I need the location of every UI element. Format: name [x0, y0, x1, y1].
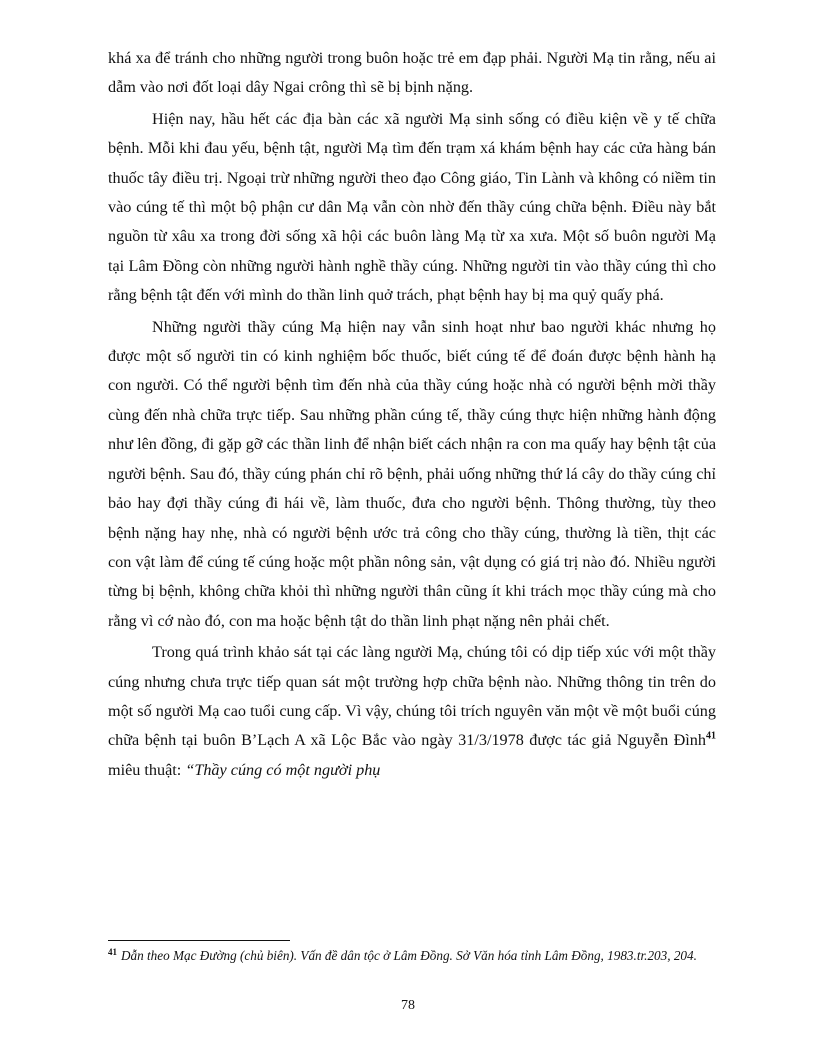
footnote-mark: 41 — [108, 946, 117, 957]
paragraph-1: khá xa để tránh cho những người trong buôn hoặc trẻ em đạp phải. Người Mạ tin rằng, nếu ai dẫm vào nơi đốt loại dây Ngai crông thì sẽ bị bịnh nặng. — [108, 49, 716, 97]
footnote-reference: 41 — [706, 730, 716, 742]
quotation-start: “Thầy cúng có một người phụ — [185, 760, 381, 779]
paragraph-4-text-continued: miêu thuật: — [108, 760, 186, 779]
paragraph-4 — [108, 638, 716, 785]
document-body — [108, 44, 716, 785]
paragraph-3: Những người thầy cúng Mạ hiện nay vẫn sinh hoạt như bao người khác nhưng họ được một số người tin có kinh nghiệm bốc thuốc, biết cúng tế để đoán được bệnh hành hạ con người. Có thể người bệnh tìm đến nhà của thầy cúng hoặc nhà có người bệnh mời thầy cùng đến nhà chữa trực tiếp. Sau những phần cúng tế, thầy cúng thực hiện những hành động như lên đồng, đi gặp gỡ các thần linh để nhận biết cách nhận ra con ma quấy hay bệnh tật của người bệnh. Sau đó, thầy cúng phán chỉ rõ bệnh, phải uống những thứ lá cây do thầy cúng chỉ bảo hay đợi thầy cúng đi hái về, làm thuốc, đưa cho người bệnh. Thông thường, tùy theo bệnh nặng hay nhẹ, nhà có người bệnh ước trả công cho thầy cúng, thường là tiền, thịt các con vật làm để cúng tế cúng hoặc một phần nông sản, vật dụng có giá trị nào đó. Nhiều người từng bị bệnh, không chữa khỏi thì những người thân cũng ít khi trách mọc thầy cúng mà cho rằng vì cớ nào đó, con ma hoặc bệnh tật do thần linh phạt nặng nên phải chết. — [108, 317, 716, 630]
page-number: 78 — [401, 998, 415, 1013]
paragraph-4-text: Trong quá trình khảo sát tại các làng người Mạ, chúng tôi có dịp tiếp xúc với một thầy cúng nhưng chưa trực tiếp quan sát một trường hợp chữa bệnh nào. Những thông tin trên do một số người Mạ cao tuổi cung cấp. Vì vậy, chúng tôi trích nguyên văn một về một buổi cúng chữa bệnh tại buôn B’Lạch A xã Lộc Bắc vào ngày 31/3/1978 được tác giả Nguyễn Đình — [108, 643, 716, 750]
footnote — [108, 946, 716, 966]
footnote-text: Dẫn theo Mạc Đường (chủ biên). Vấn đề dân tộc ở Lâm Đồng. Sở Văn hóa tỉnh Lâm Đồng, 1983.tr.203, 204. — [121, 948, 697, 963]
footnote-divider — [108, 940, 290, 941]
paragraph-2: Hiện nay, hầu hết các địa bàn các xã người Mạ sinh sống có điều kiện về y tế chữa bệnh. Mỗi khi đau yếu, bệnh tật, người Mạ tìm đến trạm xá khám bệnh hay các cửa hàng bán thuốc tây điều trị. Ngoại trừ những người theo đạo Công giáo, Tin Lành và không có niềm tin vào cúng tế thì một bộ phận cư dân Mạ vẫn còn nhờ đến thầy cúng chữa bệnh. Điều này bắt nguồn từ xâu xa trong đời sống xã hội các buôn làng Mạ từ xa xưa. Một số buôn người Mạ tại Lâm Đồng còn những người hành nghề thầy cúng. Những người tin vào thầy cúng thì cho rằng bệnh tật đến với mình do thần linh quở trách, phạt bệnh hay bị ma quỷ quấy phá. — [108, 109, 716, 305]
